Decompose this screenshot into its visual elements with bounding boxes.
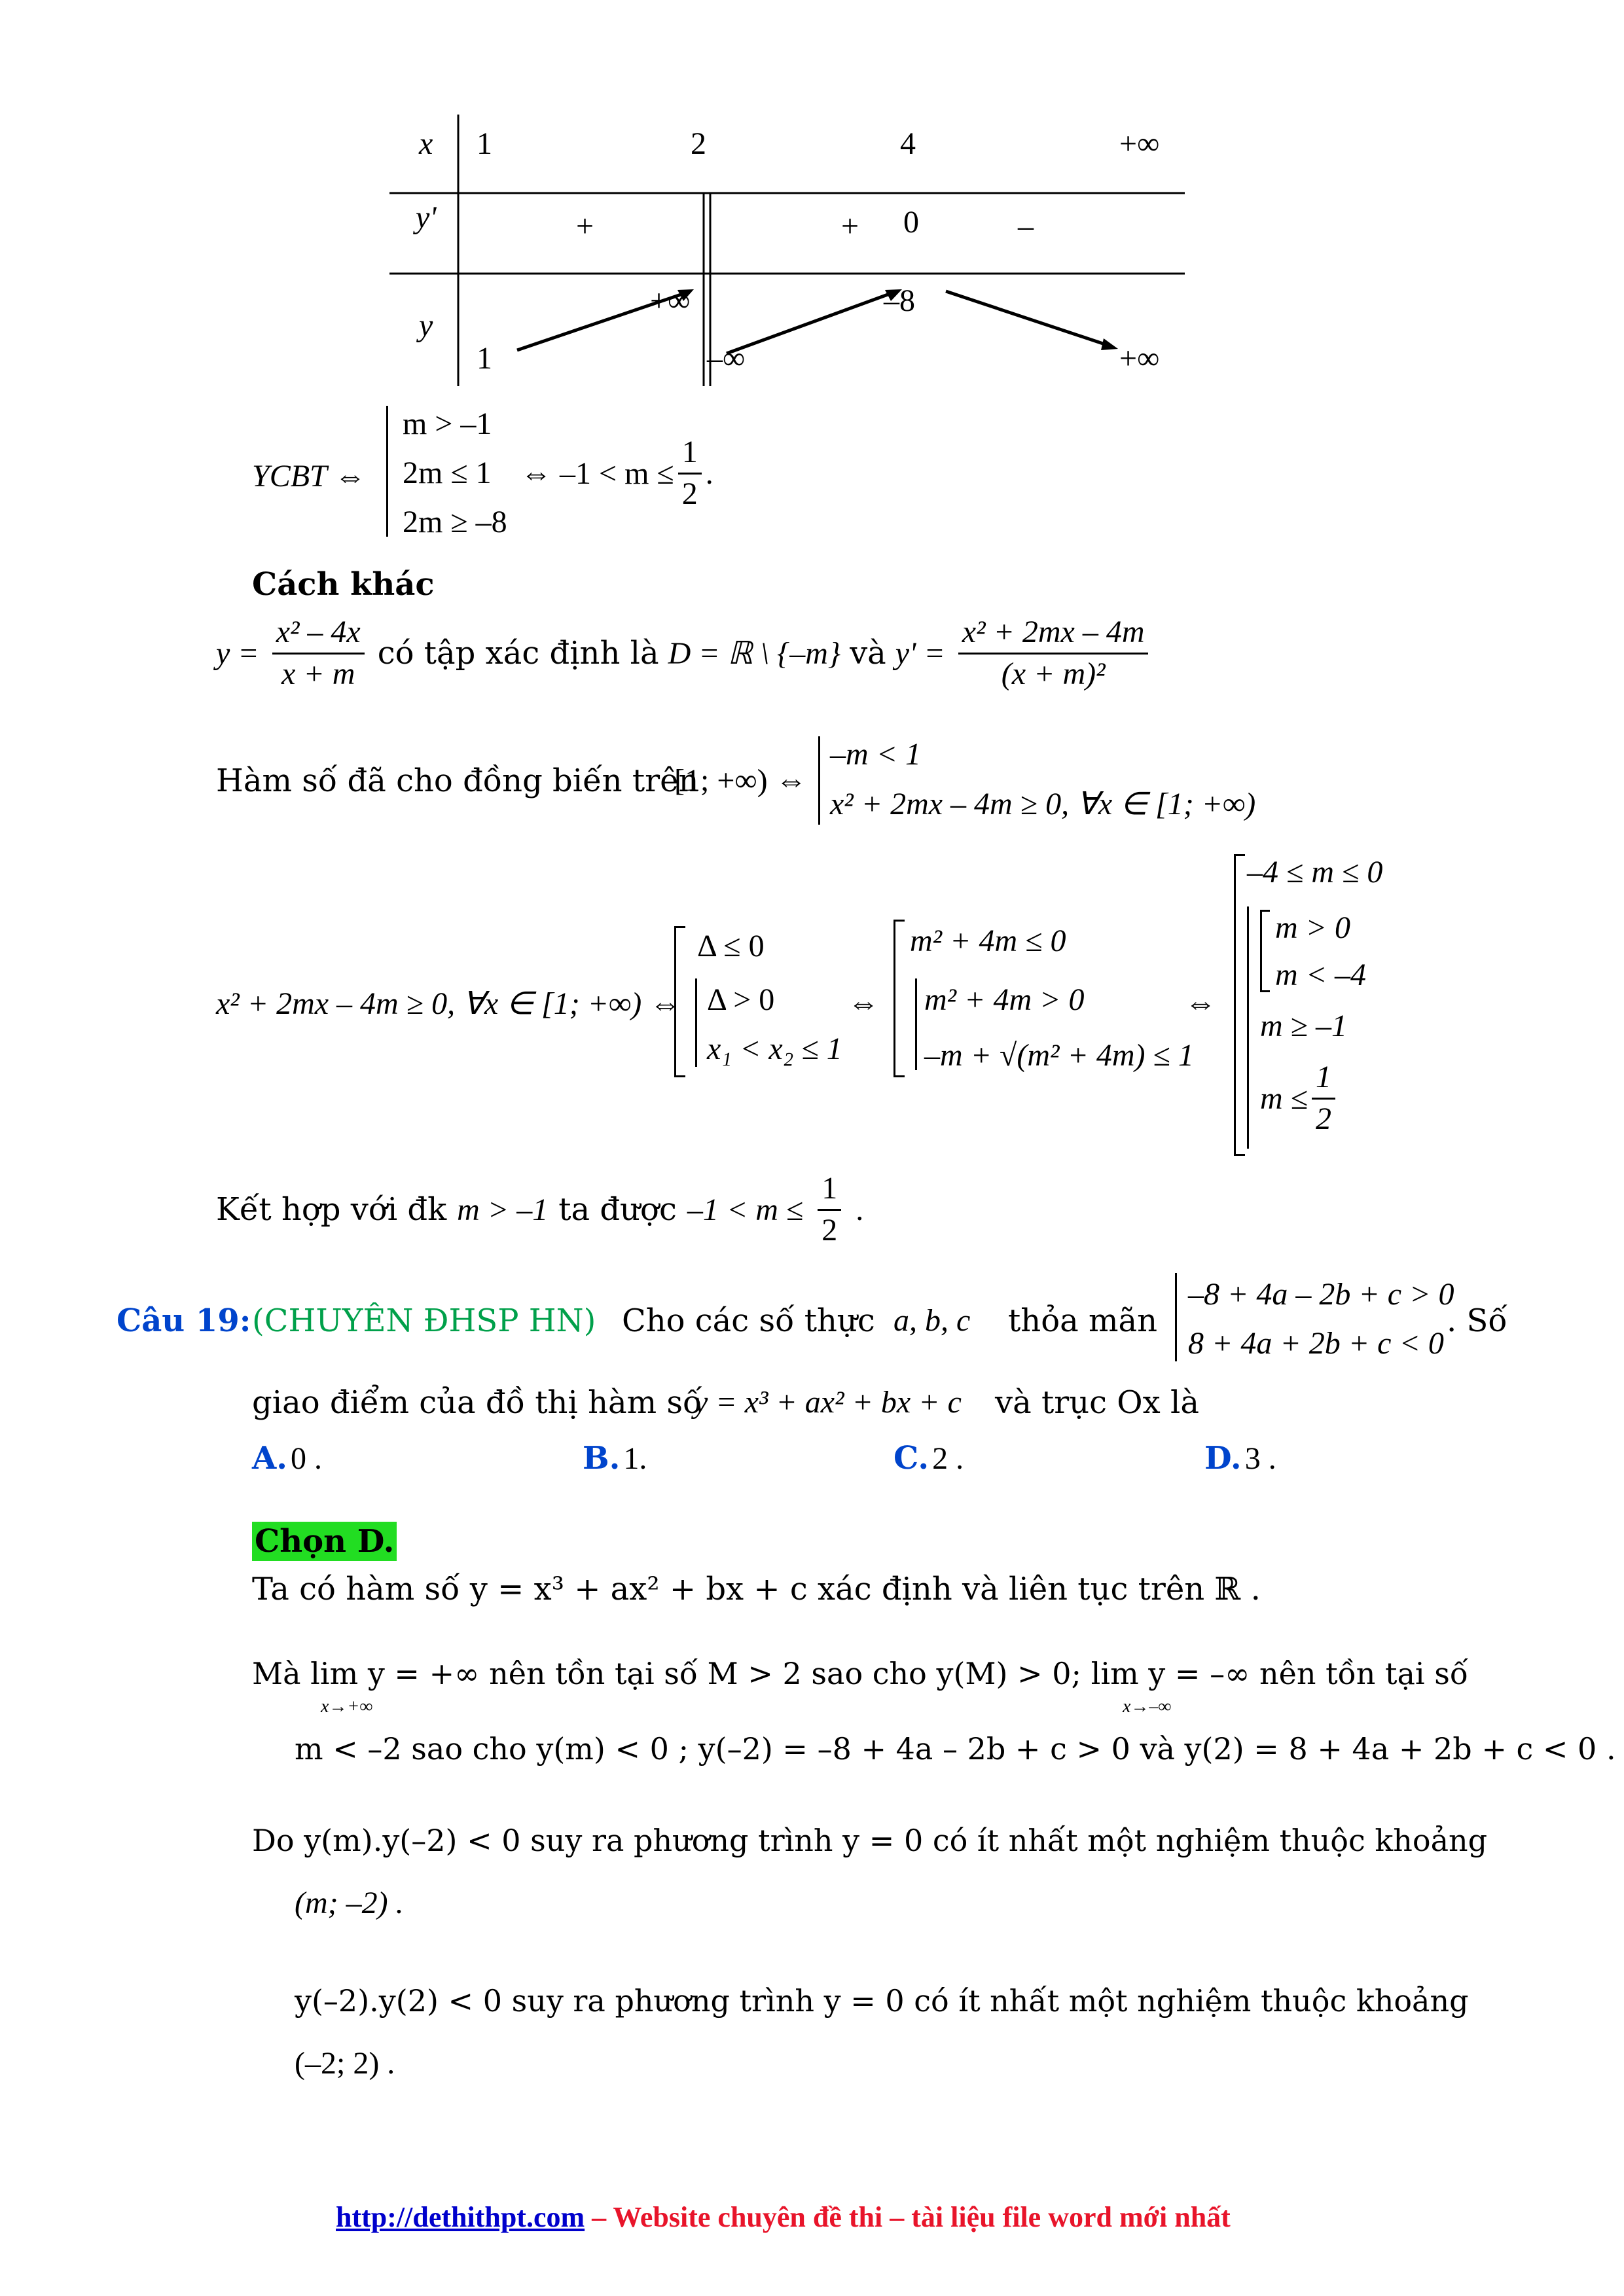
- question-text: thỏa mãn: [1008, 1302, 1158, 1339]
- left-bracket: [1234, 854, 1245, 1156]
- fraction-numerator: x² + 2mx – 4m: [958, 615, 1149, 655]
- fraction-numerator: x² – 4x: [272, 615, 365, 655]
- option-label: A.: [252, 1440, 287, 1477]
- option-label: B.: [583, 1440, 621, 1477]
- yprime-zero: 0: [903, 205, 919, 240]
- ycbt-condition: 2m ≥ –8: [403, 505, 507, 539]
- conclusion-text: Kết hợp với đk: [216, 1191, 447, 1229]
- left-brace: [818, 736, 820, 825]
- option-value: 1.: [623, 1441, 647, 1476]
- case-3: m < –4: [1275, 958, 1367, 992]
- option-a[interactable]: [252, 1440, 322, 1477]
- y-value-start: 1: [477, 341, 492, 376]
- iff: ⇔: [1185, 986, 1216, 1020]
- left-brace: [386, 406, 388, 537]
- case-3: –4 ≤ m ≤ 0: [1247, 855, 1383, 889]
- question-text: giao điểm của đồ thị hàm số: [252, 1384, 702, 1421]
- fraction: [272, 615, 365, 692]
- conclusion-mid: ta được: [558, 1191, 677, 1229]
- ycbt-label: YCBT ⇔: [252, 459, 366, 493]
- answer-paragraph: Mà lim y = +∞ nên tồn tại số M > 2 sao cho y(M) > 0; lim y = –∞ nên tồn tại số: [252, 1656, 1468, 1691]
- answer-paragraph: m < –2 sao cho y(m) < 0 ; y(–2) = –8 + 4a – 2b + c > 0 và y(2) = 8 + 4a + 2b + c < 0 .: [295, 1731, 1616, 1767]
- table-lines: [0, 0, 1624, 425]
- fraction: [1312, 1060, 1335, 1137]
- iff: ⇔: [848, 986, 879, 1020]
- interval: [1; +∞) ⇔: [674, 763, 807, 798]
- condition: x² + 2mx – 4m ≥ 0, ∀x ∈ [1; +∞): [830, 787, 1256, 821]
- case-1: Δ ≤ 0: [697, 929, 765, 963]
- option-b[interactable]: [583, 1440, 647, 1477]
- case-2: –m + √(m² + 4m) ≤ 1: [924, 1038, 1194, 1073]
- y-equals: y =: [216, 636, 259, 671]
- option-c[interactable]: [893, 1440, 964, 1477]
- monotonic-text: Hàm số đã cho đồng biến trên: [216, 762, 699, 799]
- conclusion-condition: m > –1: [457, 1192, 549, 1227]
- fraction: [818, 1172, 841, 1248]
- ycbt-condition: m > –1: [403, 406, 492, 441]
- conclusion-result: –1 < m ≤: [687, 1192, 804, 1227]
- left-brace: [695, 978, 697, 1067]
- left-bracket: [893, 920, 905, 1077]
- left-brace: [1175, 1273, 1177, 1361]
- period: .: [705, 456, 713, 491]
- case-1: Δ > 0: [707, 982, 775, 1017]
- condition: –m < 1: [830, 737, 922, 772]
- answer-paragraph: Ta có hàm số y = x³ + ax² + bx + c xác định và liên tục trên ℝ .: [252, 1571, 1261, 1607]
- row-x-label: x: [419, 126, 433, 161]
- footer-link[interactable]: http://dethithpt.com: [336, 2201, 585, 2233]
- inequality-lhs: x² + 2mx – 4m ≥ 0, ∀x ∈ [1; +∞) ⇔: [216, 986, 681, 1021]
- fraction-denominator: (x + m)²: [1001, 656, 1106, 691]
- fraction-denominator: x + m: [281, 656, 355, 691]
- fraction-numerator: 1: [818, 1172, 841, 1211]
- question-vars: a, b, c: [893, 1303, 971, 1338]
- ycbt-result-prefix: ⇔ –1 < m ≤: [520, 456, 674, 491]
- footer-text: – Website chuyên đề thi – tài liệu file word mới nhất: [585, 2201, 1231, 2233]
- question-text: . Số: [1447, 1302, 1507, 1339]
- fraction: [958, 615, 1149, 692]
- question-number: Câu 19:: [117, 1302, 251, 1339]
- x-value: 1: [477, 126, 492, 161]
- question-condition: 8 + 4a + 2b + c < 0: [1188, 1326, 1444, 1361]
- question-text: Cho các số thực: [622, 1302, 875, 1339]
- option-value: 0 .: [291, 1441, 323, 1476]
- case-3: m ≥ –1: [1260, 1009, 1348, 1043]
- yprime-sign: +: [841, 209, 859, 243]
- and-text: và: [850, 635, 886, 672]
- fraction-numerator: 1: [678, 435, 702, 475]
- option-d[interactable]: [1204, 1440, 1276, 1477]
- case-2: m² + 4m > 0: [924, 982, 1085, 1017]
- interval: (–2; 2) .: [295, 2046, 395, 2081]
- y-value-at-4: –8: [884, 283, 915, 318]
- option-value: 2 .: [932, 1441, 964, 1476]
- fraction-denominator: 2: [1316, 1101, 1332, 1136]
- option-value: 3 .: [1244, 1441, 1276, 1476]
- x-value: 2: [691, 126, 706, 161]
- conclusion: [216, 1172, 863, 1248]
- case-3-last: [1260, 1060, 1339, 1137]
- left-brace: [1247, 906, 1249, 1149]
- x-value: +∞: [1119, 126, 1160, 161]
- y-value-end: +∞: [1119, 341, 1160, 376]
- left-bracket: [674, 926, 685, 1077]
- period: .: [856, 1192, 864, 1227]
- x-value: 4: [900, 126, 916, 161]
- interval: (m; –2) .: [295, 1886, 404, 1920]
- answer-paragraph: Do y(m).y(–2) < 0 suy ra phương trình y = 0 có ít nhất một nghiệm thuộc khoảng: [252, 1823, 1488, 1858]
- case-3: m ≤: [1260, 1081, 1308, 1116]
- fraction-denominator: 2: [821, 1212, 838, 1247]
- alt-heading: Cách khác: [252, 566, 435, 603]
- case-3: m > 0: [1275, 910, 1351, 945]
- chosen-answer: Chọn D.: [252, 1522, 397, 1561]
- option-label: C.: [893, 1440, 929, 1477]
- yprime-sign: +: [576, 209, 594, 243]
- yprime-sign: –: [1018, 209, 1034, 243]
- question-condition: –8 + 4a – 2b + c > 0: [1188, 1277, 1454, 1312]
- option-label: D.: [1204, 1440, 1242, 1477]
- ycbt-condition: 2m ≤ 1: [403, 456, 492, 490]
- case-1: x₁ < x₂ ≤ 1: [707, 1031, 842, 1066]
- limit-subscript: x→–∞: [1123, 1696, 1172, 1717]
- left-brace: [915, 978, 917, 1070]
- question-function: y = x³ + ax² + bx + c: [694, 1385, 962, 1420]
- domain-text: có tập xác định là: [377, 635, 659, 672]
- footer: [336, 2200, 1231, 2234]
- y-value-before-2: +∞: [650, 283, 691, 318]
- question-source: (CHUYÊN ĐHSP HN): [252, 1302, 596, 1339]
- domain-value: D = ℝ \ {–m}: [668, 636, 841, 672]
- limit-subscript: x→+∞: [321, 1696, 373, 1717]
- y-value-after-2: –∞: [707, 341, 746, 376]
- fraction: [678, 435, 702, 512]
- case-2: m² + 4m ≤ 0: [910, 924, 1066, 958]
- yprime-equals: y' =: [895, 636, 945, 671]
- fraction-numerator: 1: [1312, 1060, 1335, 1100]
- left-bracket: [1260, 910, 1270, 992]
- alt-line-1: [216, 615, 1152, 692]
- row-y-label: y: [419, 308, 433, 343]
- fraction-denominator: 2: [681, 476, 698, 511]
- ycbt-result: [520, 435, 713, 512]
- answer-paragraph: y(–2).y(2) < 0 suy ra phương trình y = 0 có ít nhất một nghiệm thuộc khoảng: [295, 1983, 1469, 2018]
- row-yprime-label: y': [416, 200, 437, 235]
- question-text: và trục Ox là: [995, 1384, 1199, 1421]
